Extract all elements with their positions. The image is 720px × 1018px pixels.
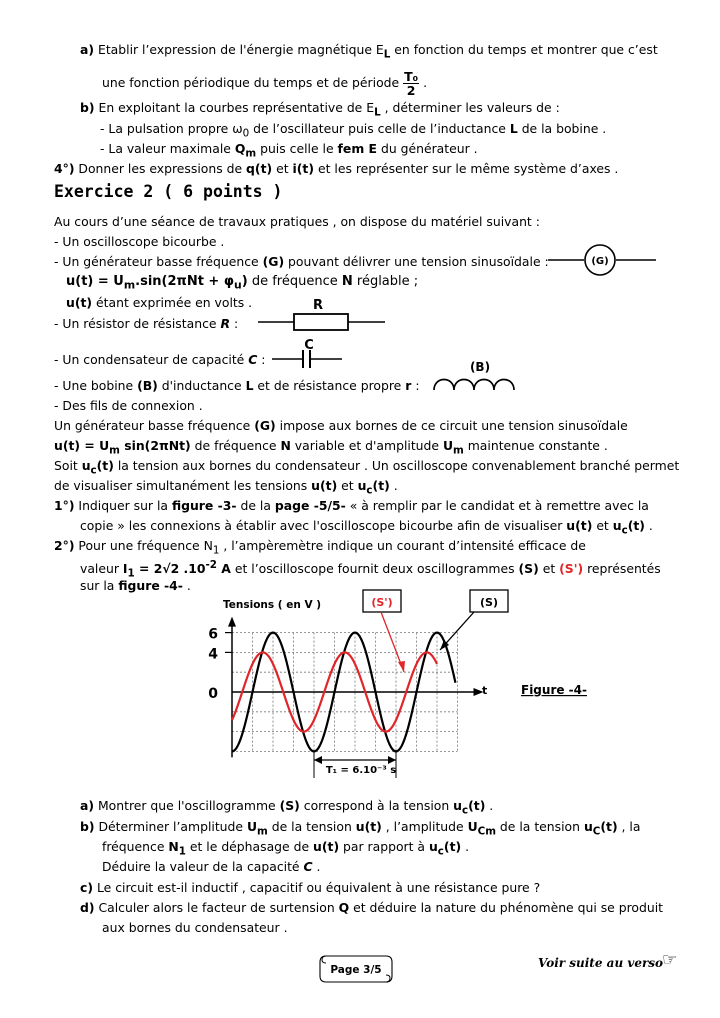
part-a-label: a) (80, 42, 95, 57)
intro-line: Au cours d’une séance de travaux pratiques , on dispose du matériel suivant : (54, 214, 540, 229)
period-arrowhead-left (314, 756, 322, 764)
equipment-item-coil: - Une bobine (B) d'inductance L et de résistance propre r : (54, 378, 420, 393)
exercise-title: Exercice 2 ( 6 points ) (54, 182, 283, 201)
y-axis-arrowhead (228, 617, 236, 627)
paragraph-line-1: Un générateur basse fréquence (G) impose aux bornes de ce circuit une tension sinusoïdale (54, 418, 628, 433)
question-2-line2: valeur $I_1 = 2√2$ $.10^{-2}$ A et l’oscilloscope fournit deux oscillogrammes (S) et (S') représentés (80, 559, 661, 580)
period-arrowhead-right (388, 756, 396, 764)
figure-caption: Figure -4- (521, 683, 587, 697)
part-b-line: b) En exploitant la courbes représentative de $E_L$ , déterminer les valeurs de : (80, 100, 560, 119)
legend-pointer-s-prime-head (398, 661, 405, 672)
question-2-line3: sur la figure -4- . (80, 578, 191, 593)
question-1-line1: 1°) Indiquer sur la figure -3- de la page -5/5- « à remplir par le candidat et à remettre avec la (54, 498, 649, 513)
page-scroll-badge (318, 950, 398, 984)
capacitor-symbol-label: C (304, 338, 314, 353)
question-1-line2: copie » les connexions à établir avec l'oscilloscope bicourbe afin de visualiser u(t) et $u_c(t)$ . (80, 518, 653, 537)
resistor-symbol-label: R (312, 298, 324, 313)
period-fraction: $\frac{\text{T₀}}{2}$ (404, 69, 419, 98)
subquestion-c: c) Le circuit est-il inductif , capacitif ou équivalent à une résistance pure ? (80, 880, 541, 895)
see-next-page-note: Voir suite au verso (538, 956, 664, 970)
coil-symbol-label: (B) (469, 360, 491, 374)
paragraph-line-4: de visualiser simultanément les tensions u(t) et $u_c(t)$ . (54, 478, 398, 497)
part-b-dash2: - La valeur maximale $Q_m$ puis celle le fem E du générateur . (100, 141, 478, 160)
subquestion-d-line1: d) Calculer alors le facteur de surtension Q et déduire la nature du phénomène qui se produit (80, 900, 664, 915)
period-annotation: T₁ = 6.10⁻³ s (325, 765, 397, 776)
part-a-line1: a) Etablir l’expression de l'énergie magnétique $E_L$ en fonction du temps et montrer que c’est (80, 42, 658, 61)
y-tick-label: 0 (208, 686, 218, 702)
question-4: 4°) Donner les expressions de q(t) et i(t) et les représenter sur le même système d’axes . (54, 161, 619, 176)
part-a-line2: une fonction périodique du temps et de période $\frac{\text{T₀}}{2}$ . (102, 69, 428, 98)
paragraph-line-2: $u(t) = U_m$ sin(2πNt) de fréquence N variable et d'amplitude $U_m$ maintenue constante . (54, 438, 608, 457)
equipment-item-capacitor: - Un condensateur de capacité C : (54, 352, 266, 367)
equipment-item-wires: - Des fils de connexion . (54, 398, 203, 413)
part-b-dash1: - La pulsation propre $\omega_0$ de l’oscillateur puis celle de l’inductance L de la bobine . (100, 121, 607, 140)
legend-label-s: (S) (480, 596, 498, 609)
paragraph-line-3: Soit $u_c(t)$ la tension aux bornes du condensateur . Un oscilloscope convenablement branché permet (54, 458, 680, 477)
chart-axes (225, 617, 484, 758)
subquestion-b-line1: b) Déterminer l’amplitude $U_m$ de la tension u(t) , l’amplitude $U_{Cm}$ de la tension $u_C(t)$ , la (80, 819, 641, 838)
equipment-item-generator: - Un générateur basse fréquence (G) pouvant délivrer une tension sinusoïdale : (54, 254, 549, 269)
subquestion-d-line2: aux bornes du condensateur . (102, 920, 288, 935)
subquestion-b-line2: fréquence $N_1$ et le déphasage de u(t) par rapport à $u_c(t)$ . (102, 839, 470, 858)
equipment-item-oscilloscope: - Un oscilloscope bicourbe . (54, 234, 225, 249)
y-tick-label: 6 (208, 626, 218, 643)
subquestion-a: a) Montrer que l'oscillogramme (S) correspond à la tension $u_c(t)$ . (80, 798, 494, 817)
generator-symbol-label: (G) (591, 256, 609, 267)
ut-volts-line: u(t) étant exprimée en volts . (66, 295, 253, 310)
question-2-line1: 2°) Pour une fréquence $N_1$ , l’ampèremètre indique un courant d’intensité efficace de (54, 538, 586, 557)
subquestion-b-line3: Déduire la valeur de la capacité C . (102, 859, 321, 874)
x-axis-label: t (482, 684, 488, 697)
legend-label-s-prime: (S') (371, 596, 393, 609)
formula-ut: $u(t) = U_m.\sin(2\pi Nt + \varphi_u)$ de fréquence N réglable ; (66, 274, 419, 292)
pointing-hand-icon: ☞ (662, 950, 678, 970)
y-axis-label: Tensions ( en V ) (223, 599, 322, 611)
equipment-item-resistor: - Un résistor de résistance R : (54, 316, 239, 331)
page-number: Page 3/5 (330, 964, 382, 976)
y-tick-label: 4 (208, 646, 218, 663)
